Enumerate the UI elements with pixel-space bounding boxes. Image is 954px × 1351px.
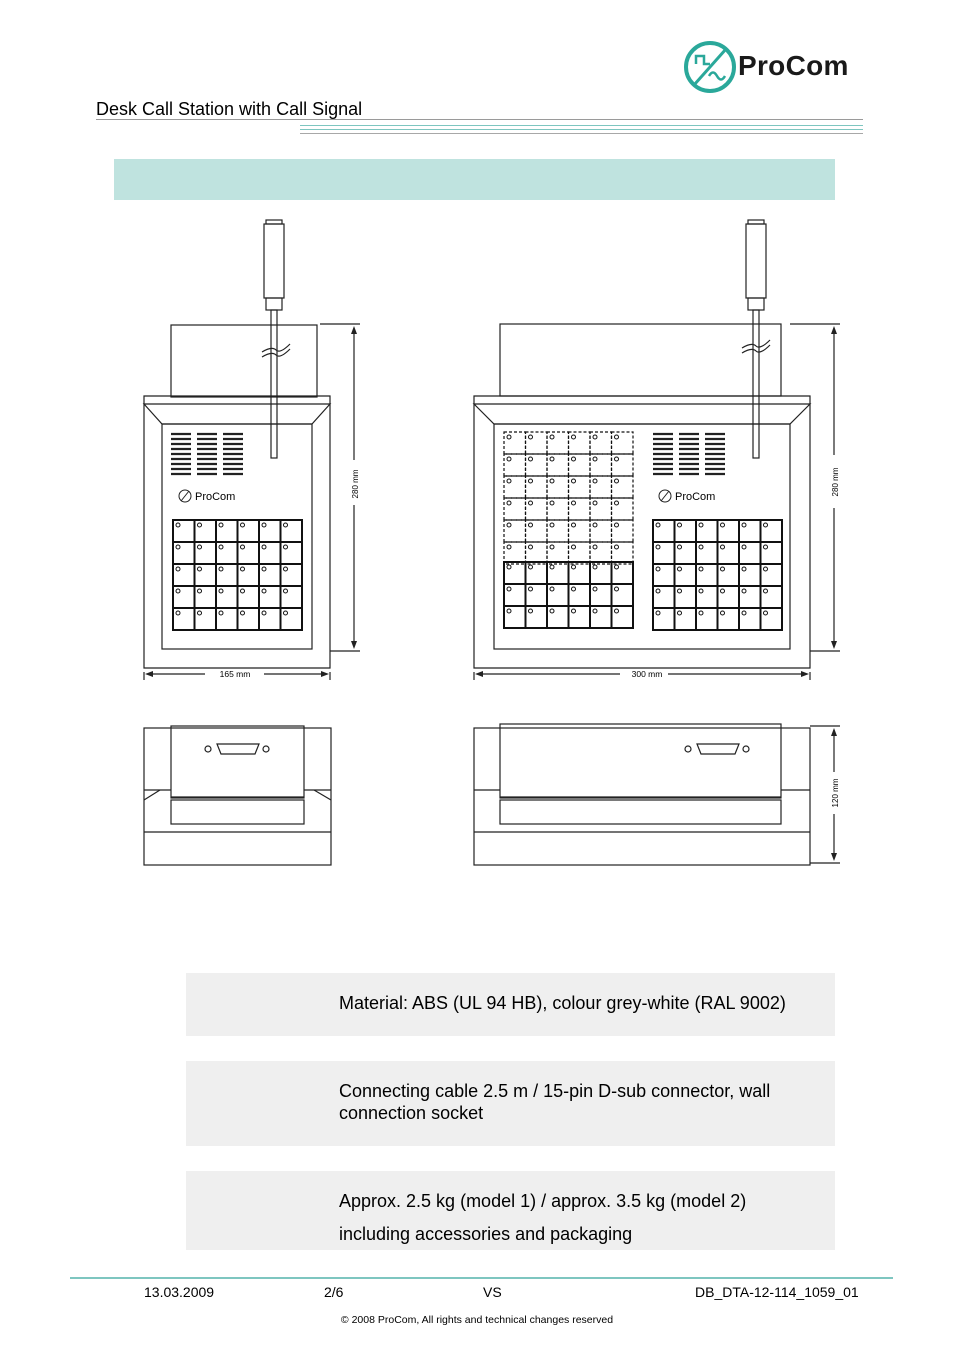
key-led <box>198 589 202 593</box>
key-led <box>284 545 288 549</box>
key-led <box>699 545 703 549</box>
key-led <box>699 611 703 615</box>
key-led <box>507 479 511 483</box>
key-led <box>721 611 725 615</box>
key-led <box>550 587 554 591</box>
key-led <box>176 567 180 571</box>
key-led <box>284 567 288 571</box>
optional-keypad <box>504 432 633 564</box>
key-led <box>593 545 597 549</box>
key-led <box>764 567 768 571</box>
dimension-label-model1-width: 165 mm <box>219 669 251 679</box>
header-rule-accent <box>300 125 863 126</box>
key-led <box>219 523 223 527</box>
keypad <box>173 520 302 630</box>
key-led <box>241 545 245 549</box>
key-led <box>219 567 223 571</box>
key-led <box>764 611 768 615</box>
key-led <box>529 479 533 483</box>
key-led <box>615 609 619 613</box>
keypad <box>504 562 633 628</box>
key-led <box>529 435 533 439</box>
speaker-grille <box>653 434 725 474</box>
key-led <box>198 611 202 615</box>
key-led <box>284 611 288 615</box>
key-led <box>656 611 660 615</box>
key-led <box>678 589 682 593</box>
dimension-label-model1-height: 280 mm <box>351 469 360 499</box>
key-led <box>550 457 554 461</box>
key-led <box>764 545 768 549</box>
key-led <box>262 567 266 571</box>
key-led <box>507 545 511 549</box>
key-led <box>572 479 576 483</box>
key-led <box>764 523 768 527</box>
dimension-label-model2-width: 300 mm <box>631 669 663 679</box>
key-led <box>507 457 511 461</box>
key-led <box>529 565 533 569</box>
key-led <box>572 457 576 461</box>
key-led <box>615 457 619 461</box>
spec-connection <box>186 1061 835 1146</box>
key-led <box>550 501 554 505</box>
key-led <box>507 587 511 591</box>
key-led <box>176 611 180 615</box>
key-led <box>572 435 576 439</box>
key-led <box>615 479 619 483</box>
key-led <box>284 589 288 593</box>
key-led <box>241 567 245 571</box>
key-led <box>241 523 245 527</box>
key-led <box>742 589 746 593</box>
footer-copyright: © 2008 ProCom, All rights and technical changes reserved <box>340 1314 614 1326</box>
key-led <box>219 589 223 593</box>
spec-material <box>186 973 835 1036</box>
key-led <box>507 435 511 439</box>
key-led <box>529 587 533 591</box>
footer-doc-id: DB_DTA-12-114_1059_01 <box>695 1284 859 1300</box>
key-led <box>572 501 576 505</box>
key-led <box>572 587 576 591</box>
spec-weight <box>186 1171 835 1250</box>
panel-logo-text-2: ProCom <box>675 491 716 503</box>
key-led <box>262 589 266 593</box>
technical-drawing <box>0 210 954 890</box>
footer-rule <box>70 1277 893 1279</box>
key-led <box>656 545 660 549</box>
key-led <box>678 523 682 527</box>
key-led <box>550 565 554 569</box>
key-led <box>529 501 533 505</box>
key-led <box>593 435 597 439</box>
key-led <box>550 609 554 613</box>
key-led <box>678 567 682 571</box>
key-led <box>615 523 619 527</box>
key-led <box>219 545 223 549</box>
section-heading-bar <box>114 159 835 200</box>
key-led <box>742 545 746 549</box>
key-led <box>699 589 703 593</box>
key-led <box>593 587 597 591</box>
key-led <box>507 609 511 613</box>
key-led <box>262 523 266 527</box>
key-led <box>529 545 533 549</box>
key-led <box>615 545 619 549</box>
key-led <box>593 523 597 527</box>
spec-weight-text-2: including accessories and packaging <box>339 1224 633 1244</box>
dimension-label-depth: 120 mm <box>831 778 840 808</box>
key-led <box>678 611 682 615</box>
key-led <box>593 479 597 483</box>
key-led <box>699 567 703 571</box>
key-led <box>615 501 619 505</box>
panel-logo-icon <box>179 490 191 502</box>
dimension-label-model2-height: 280 mm <box>831 467 840 497</box>
key-led <box>198 567 202 571</box>
key-led <box>198 523 202 527</box>
key-led <box>572 565 576 569</box>
spec-material-text: Material: ABS (UL 94 HB), colour grey-white (RAL 9002) <box>339 993 786 1013</box>
keypad <box>653 520 782 630</box>
key-led <box>529 609 533 613</box>
key-led <box>176 545 180 549</box>
key-led <box>721 545 725 549</box>
key-led <box>262 611 266 615</box>
key-led <box>742 523 746 527</box>
document-title: Desk Call Station with Call Signal <box>96 99 363 119</box>
key-led <box>615 435 619 439</box>
key-led <box>198 545 202 549</box>
speaker-grille <box>171 434 243 474</box>
key-led <box>593 609 597 613</box>
key-led <box>529 523 533 527</box>
header-rule-accent <box>300 129 863 130</box>
key-led <box>507 523 511 527</box>
key-led <box>764 589 768 593</box>
key-led <box>721 523 725 527</box>
spec-connection-text: Connecting cable 2.5 m / 15-pin D-sub connector, wall <box>339 1081 771 1101</box>
key-led <box>593 565 597 569</box>
key-led <box>550 523 554 527</box>
key-led <box>529 457 533 461</box>
key-led <box>615 565 619 569</box>
key-led <box>507 565 511 569</box>
key-led <box>550 545 554 549</box>
key-led <box>742 611 746 615</box>
footer-date: 13.03.2009 <box>144 1284 215 1300</box>
key-led <box>284 523 288 527</box>
key-led <box>742 567 746 571</box>
key-led <box>550 435 554 439</box>
procom-logo-icon <box>682 36 738 98</box>
key-led <box>699 523 703 527</box>
key-led <box>593 457 597 461</box>
key-led <box>656 523 660 527</box>
key-led <box>507 501 511 505</box>
key-led <box>678 545 682 549</box>
key-led <box>262 545 266 549</box>
header-rule <box>300 133 863 134</box>
key-led <box>721 567 725 571</box>
key-led <box>176 523 180 527</box>
key-led <box>593 501 597 505</box>
key-led <box>721 589 725 593</box>
header-rule <box>96 119 863 120</box>
procom-logo <box>682 36 872 98</box>
key-led <box>615 587 619 591</box>
key-led <box>241 589 245 593</box>
key-led <box>656 589 660 593</box>
spec-connection-text-2: connection socket <box>339 1103 484 1123</box>
key-led <box>550 479 554 483</box>
logo-wordmark: ProCom <box>738 50 849 81</box>
key-led <box>572 609 576 613</box>
panel-logo-text: ProCom <box>195 491 236 503</box>
footer-page: 2/6 <box>324 1284 344 1300</box>
key-led <box>572 545 576 549</box>
key-led <box>572 523 576 527</box>
panel-logo-icon <box>659 490 671 502</box>
key-led <box>176 589 180 593</box>
key-led <box>219 611 223 615</box>
footer-author: VS <box>483 1284 502 1300</box>
key-led <box>656 567 660 571</box>
spec-weight-text: Approx. 2.5 kg (model 1) / approx. 3.5 kg (model 2) <box>339 1191 747 1211</box>
key-led <box>241 611 245 615</box>
